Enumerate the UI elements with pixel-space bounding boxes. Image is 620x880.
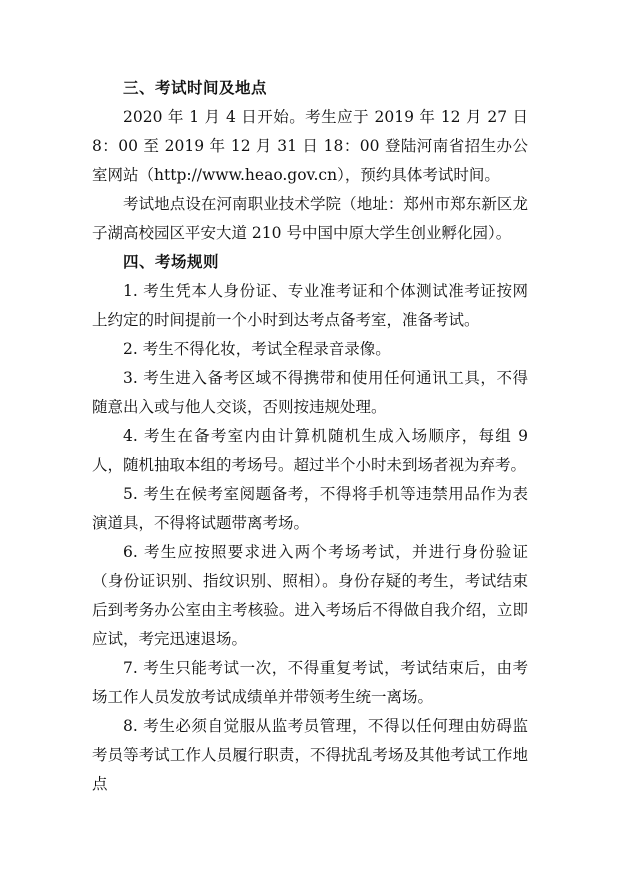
document-body	[92, 74, 528, 799]
rule-item: 1. 考生凭本人身份证、专业准考证和个体测试准考证按网上约定的时间提前一个小时到达考点备考室，准备考试。	[92, 282, 528, 329]
rule-item: 6. 考生应按照要求进入两个考场考试，并进行身份验证（身份证识别、指纹识别、照相）。身份存疑的考生，考试结束后到考务办公室由主考核验。进入考场后不得做自我介绍，立即应试，考完迅速退场。	[92, 543, 528, 648]
rule-item: 3. 考生进入备考区域不得携带和使用任何通讯工具，不得随意出入或与他人交谈，否则按违规处理。	[92, 369, 528, 416]
section-3-paragraph-time: 2020 年 1 月 4 日开始。考生应于 2019 年 12 月 27 日 8：00 至 2019 年 12 月 31 日 18：00 登陆河南省招生办公室网站（http://www.heao.gov.cn），预约具体考试时间。	[92, 108, 528, 184]
section-3-heading: 三、考试时间及地点	[123, 79, 268, 97]
section-4-heading: 四、考场规则	[123, 253, 220, 271]
rule-item: 7. 考生只能考试一次，不得重复考试，考试结束后，由考场工作人员发放考试成绩单并带领考生统一离场。	[92, 659, 528, 706]
rule-item: 2. 考生不得化妆，考试全程录音录像。	[123, 340, 391, 358]
rule-item: 8. 考生必须自觉服从监考员管理，不得以任何理由妨碍监考员等考试工作人员履行职责，不得扰乱考场及其他考试工作地点	[92, 717, 528, 793]
rule-item: 4. 考生在备考室内由计算机随机生成入场顺序，每组 9 人，随机抽取本组的考场号。超过半个小时未到场者视为弃考。	[92, 427, 528, 474]
rule-item: 5. 考生在候考室阅题备考，不得将手机等违禁用品作为表演道具，不得将试题带离考场。	[92, 485, 528, 532]
section-3-paragraph-location: 考试地点设在河南职业技术学院（地址：郑州市郑东新区龙子湖高校园区平安大道 210 号中国中原大学生创业孵化园）。	[92, 195, 528, 242]
